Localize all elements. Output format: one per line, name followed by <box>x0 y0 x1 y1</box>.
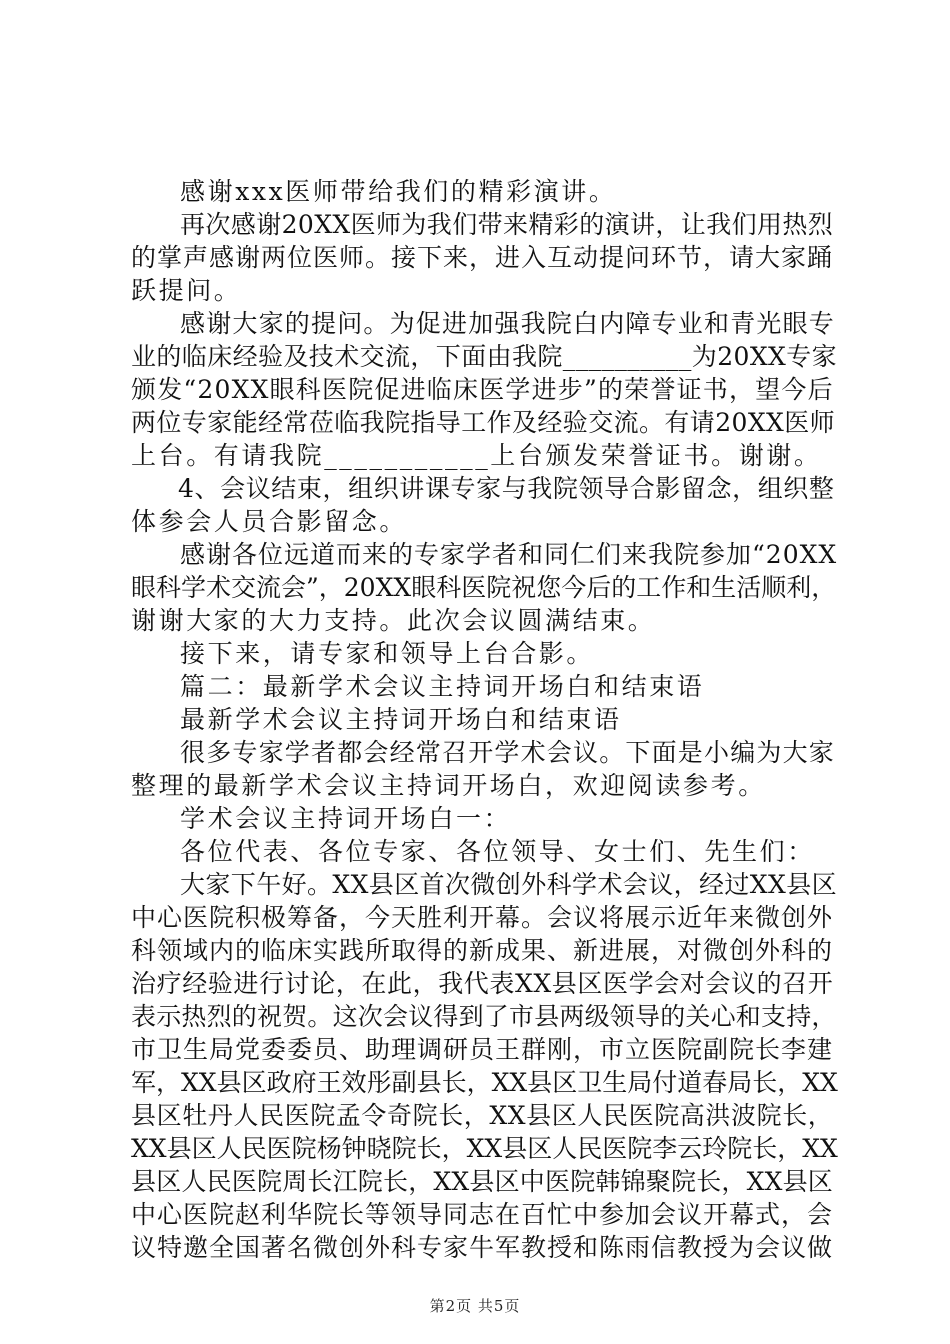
paragraph-line: 县区人民医院周长江院长，XX县区中医院韩锦聚院长，XX县区 <box>131 1167 833 1196</box>
paragraph-line: 再次感谢20XX医师为我们带来精彩的演讲，让我们用热烈 <box>180 210 834 239</box>
paragraph-line: 的掌声感谢两位医师。接下来，进入互动提问环节，请大家踊 <box>131 243 834 272</box>
paragraph-line: 大家下午好。XX县区首次微创外科学术会议，经过XX县区 <box>180 870 837 899</box>
paragraph-line: 表示热烈的祝贺。这次会议得到了市县两级领导的关心和支持， <box>131 1002 837 1031</box>
salutation: 各位代表、各位专家、各位领导、女士们、先生们： <box>180 837 815 866</box>
section-title: 最新学术会议主持词开场白和结束语 <box>180 705 622 734</box>
paragraph-line: 上台。有请我院___________上台颁发荣誉证书。谢谢。 <box>131 441 822 470</box>
paragraph-line: 接下来，请专家和领导上台合影。 <box>180 639 595 668</box>
paragraph-line: 两位专家能经常莅临我院指导工作及经验交流。有请20XX医师 <box>131 408 836 437</box>
paragraph-line: 跃提问。 <box>131 276 242 305</box>
paragraph-line: 很多专家学者都会经常召开学术会议。下面是小编为大家 <box>180 738 836 767</box>
paragraph-line: 议特邀全国著名微创外科专家牛军教授和陈雨信教授为会议做 <box>131 1233 834 1262</box>
paragraph-line: 市卫生局党委委员、助理调研员王群刚，市立医院副院长李建 <box>131 1035 834 1064</box>
paragraph-line: 军，XX县区政府王效彤副县长，XX县区卫生局付道春局长，XX <box>131 1068 838 1097</box>
paragraph-line: 整理的最新学术会议主持词开场白，欢迎阅读参考。 <box>131 771 766 800</box>
subheading: 学术会议主持词开场白一： <box>180 804 512 833</box>
paragraph-line: 中心医院赵利华院长等领导同志在百忙中参加会议开幕式，会 <box>131 1200 834 1229</box>
paragraph-line: 感谢xxx医师带给我们的精彩演讲。 <box>180 177 617 206</box>
section-heading: 篇二：最新学术会议主持词开场白和结束语 <box>180 672 705 701</box>
paragraph-line: 体参会人员合影留念。 <box>131 507 408 536</box>
paragraph-line: 颁发“20XX眼科医院促进临床医学进步”的荣誉证书，望今后 <box>131 375 834 404</box>
paragraph-line: 科领域内的临床实践所取得的新成果、新进展，对微创外科的 <box>131 936 834 965</box>
paragraph-line: 感谢大家的提问。为促进加强我院白内障专业和青光眼专 <box>180 309 836 338</box>
paragraph-line: 治疗经验进行讨论，在此，我代表XX县区医学会对会议的召开 <box>131 969 834 998</box>
paragraph-line: 业的临床经验及技术交流，下面由我院__________为20XX专家 <box>131 342 838 371</box>
paragraph-line: 眼科学术交流会”，20XX眼科医院祝您今后的工作和生活顺利， <box>131 573 837 602</box>
paragraph-line: 4、会议结束，组织讲课专家与我院领导合影留念，组织整 <box>178 474 835 503</box>
paragraph-line: 谢谢大家的大力支持。此次会议圆满结束。 <box>131 606 656 635</box>
page-number-footer: 第2页 共5页 <box>429 1297 521 1315</box>
paragraph-line: 县区牡丹人民医院孟令奇院长，XX县区人民医院高洪波院长， <box>131 1101 834 1130</box>
paragraph-line: XX县区人民医院杨钟晓院长，XX县区人民医院李云玲院长，XX <box>131 1134 838 1163</box>
paragraph-line: 中心医院积极筹备，今天胜利开幕。会议将展示近年来微创外 <box>131 903 834 932</box>
paragraph-line: 感谢各位远道而来的专家学者和同仁们来我院参加“20XX <box>180 540 838 569</box>
